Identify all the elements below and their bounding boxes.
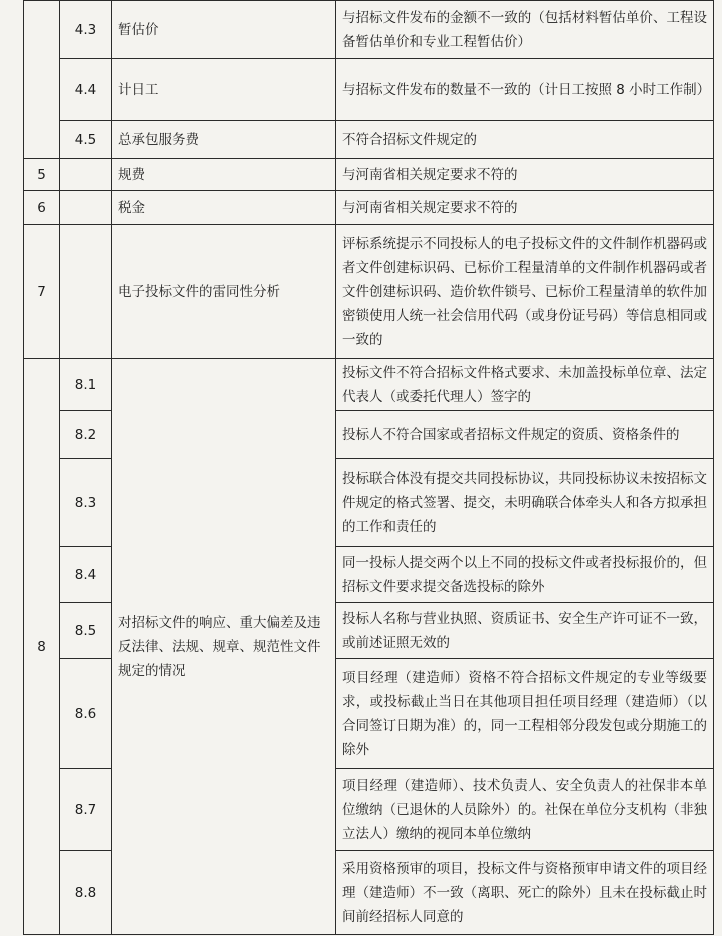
sub-number: 4.5 xyxy=(60,121,112,159)
item-name: 总承包服务费 xyxy=(112,121,336,159)
item-description: 评标系统提示不同投标人的电子投标文件的文件制作机器码或者文件创建标识码、已标价工程量清单的文件制作机器码或者文件创建标识码、造价软件锁号、已标价工程量清单的软件加密锁使用人统一社会信用代码（或身份证号码）等信息相同或一致的 xyxy=(336,225,714,359)
item-name: 暂估价 xyxy=(112,1,336,59)
sub-number: 4.4 xyxy=(60,59,112,121)
sub-number-empty xyxy=(60,191,112,225)
sub-number: 8.4 xyxy=(60,547,112,603)
sub-number: 8.5 xyxy=(60,603,112,659)
table-row xyxy=(24,225,714,359)
evaluation-table xyxy=(23,0,714,935)
item-description: 投标联合体没有提交共同投标协议，共同投标协议未按招标文件规定的格式签署、提交，未明确联合体牵头人和各方拟承担的工作和责任的 xyxy=(336,459,714,547)
item-description: 项目经理（建造师）资格不符合招标文件规定的专业等级要求，或投标截止当日在其他项目担任项目经理（建造师）（以合同签订日期为准）的，同一工程相邻分段发包或分期施工的除外 xyxy=(336,659,714,769)
item-number: 7 xyxy=(24,225,60,359)
item-description: 采用资格预审的项目，投标文件与资格预审申请文件的项目经理（建造师）不一致（离职、死亡的除外）且未在投标截止时间前经招标人同意的 xyxy=(336,851,714,935)
item-number-cell xyxy=(24,1,60,159)
sub-number: 4.3 xyxy=(60,1,112,59)
item-description: 与河南省相关规定要求不符的 xyxy=(336,191,714,225)
item-number: 5 xyxy=(24,159,60,191)
table-row xyxy=(24,121,714,159)
table-row xyxy=(24,359,714,411)
sub-number: 8.3 xyxy=(60,459,112,547)
sub-number: 8.1 xyxy=(60,359,112,411)
sub-number: 8.6 xyxy=(60,659,112,769)
item-name: 电子投标文件的雷同性分析 xyxy=(112,225,336,359)
item-description: 不符合招标文件规定的 xyxy=(336,121,714,159)
item-description: 与招标文件发布的金额不一致的（包括材料暂估单价、工程设备暂估单价和专业工程暂估价） xyxy=(336,1,714,59)
item-description: 投标人名称与营业执照、资质证书、安全生产许可证不一致，或前述证照无效的 xyxy=(336,603,714,659)
item-name: 税金 xyxy=(112,191,336,225)
table-row xyxy=(24,1,714,59)
sub-number: 8.2 xyxy=(60,411,112,459)
sub-number: 8.7 xyxy=(60,769,112,851)
table-row xyxy=(24,159,714,191)
item-name: 计日工 xyxy=(112,59,336,121)
item-description: 投标人不符合国家或者招标文件规定的资质、资格条件的 xyxy=(336,411,714,459)
item-name: 对招标文件的响应、重大偏差及违反法律、法规、规章、规范性文件规定的情况 xyxy=(112,359,336,935)
item-number: 6 xyxy=(24,191,60,225)
item-number: 8 xyxy=(24,359,60,935)
sub-number-empty xyxy=(60,159,112,191)
sub-number: 8.8 xyxy=(60,851,112,935)
sub-number-empty xyxy=(60,225,112,359)
item-description: 项目经理（建造师）、技术负责人、安全负责人的社保非本单位缴纳（已退休的人员除外）的。社保在单位分支机构（非独立法人）缴纳的视同本单位缴纳 xyxy=(336,769,714,851)
item-name: 规费 xyxy=(112,159,336,191)
item-description: 投标文件不符合招标文件格式要求、未加盖投标单位章、法定代表人（或委托代理人）签字的 xyxy=(336,359,714,411)
item-description: 同一投标人提交两个以上不同的投标文件或者投标报价的，但招标文件要求提交备选投标的除外 xyxy=(336,547,714,603)
item-description: 与河南省相关规定要求不符的 xyxy=(336,159,714,191)
item-description: 与招标文件发布的数量不一致的（计日工按照 8 小时工作制） xyxy=(336,59,714,121)
table-row xyxy=(24,59,714,121)
table-row xyxy=(24,191,714,225)
